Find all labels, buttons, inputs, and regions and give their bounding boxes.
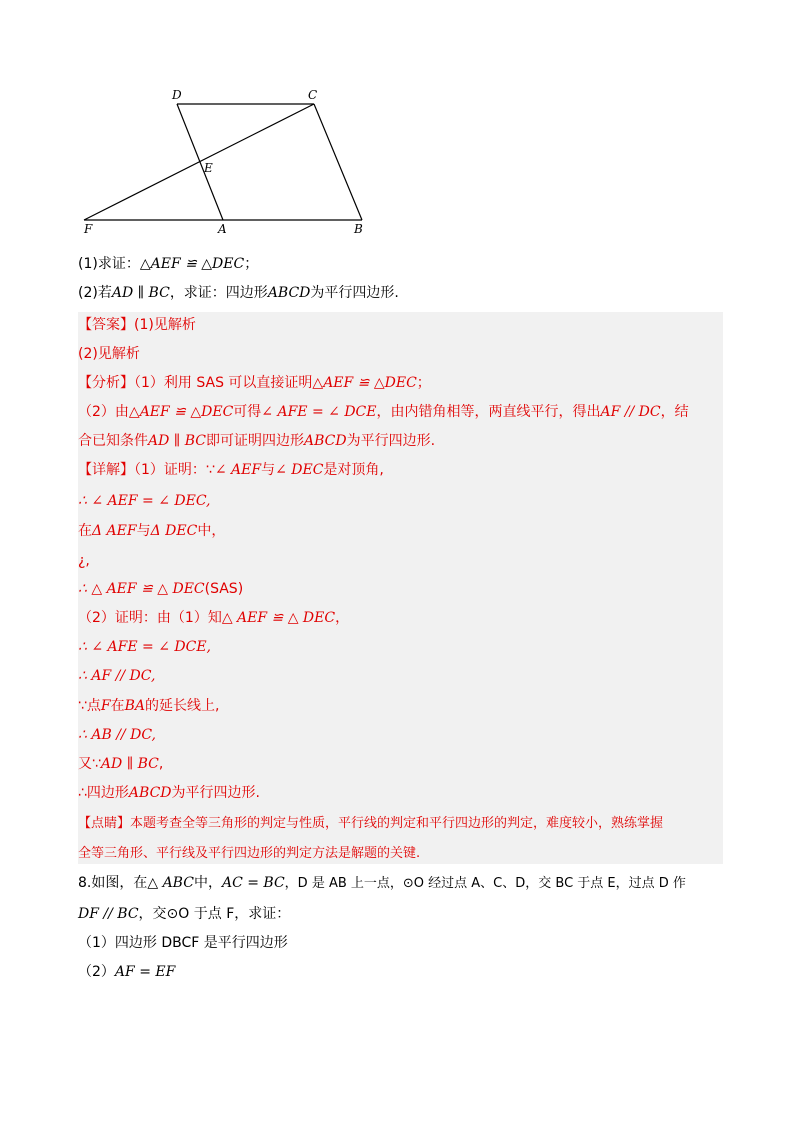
detail-line-9: ∵点F在BA的延长线上, bbox=[78, 698, 220, 714]
analysis-line-3: 合已知条件AD ∥ BC即可证明四边形ABCD为平行四边形. bbox=[78, 433, 436, 449]
point-label-d: D bbox=[172, 88, 182, 102]
detail-line-10: ∴ AB // DC, bbox=[78, 727, 156, 743]
comment-line-1: 【点睛】本题考查全等三角形的判定与性质，平行线的判定和平行四边形的判定，难度较小，熟练掌握 bbox=[78, 816, 664, 831]
detail-line-6: （2）证明：由（1）知△ AEF ≌ △ DEC， bbox=[78, 610, 350, 626]
detail-line-4: ¿, bbox=[78, 553, 90, 569]
detail-line-8: ∴ AF // DC, bbox=[78, 668, 156, 684]
detail-line-2: ∴ ∠ AEF = ∠ DEC, bbox=[78, 493, 211, 509]
segment-fc bbox=[84, 104, 314, 220]
geometry-figure bbox=[70, 82, 390, 242]
detail-line-1: 【详解】（1）证明：∵∠ AEF与∠ DEC是对顶角, bbox=[78, 462, 384, 478]
question7-part1: (1)求证：△AEF ≌ △DEC； bbox=[78, 256, 259, 272]
question8-line-2: DF // BC，交⊙O 于点 F，求证： bbox=[78, 906, 291, 922]
question8-part2: （2）AF = EF bbox=[78, 964, 176, 980]
point-label-b: B bbox=[354, 222, 363, 236]
analysis-line-1: 【分析】（1）利用 SAS 可以直接证明△AEF ≌ △DEC； bbox=[78, 375, 431, 391]
answer-line-2: (2)见解析 bbox=[78, 346, 140, 362]
point-label-f: F bbox=[84, 222, 93, 236]
analysis-line-2: （2）由△AEF ≌ △DEC可得∠ AFE = ∠ DCE，由内错角相等，两直线平行，得出AF // DC，结 bbox=[78, 404, 689, 420]
detail-line-12: ∴四边形ABCD为平行四边形. bbox=[78, 785, 260, 801]
question8-part1: （1）四边形 DBCF 是平行四边形 bbox=[78, 935, 288, 951]
answer-line-1: 【答案】(1)见解析 bbox=[78, 317, 196, 333]
point-label-a: A bbox=[218, 222, 227, 236]
question8-line-1: 8.如图，在△ ABC中，AC = BC，D 是 AB 上一点，⊙O 经过点 A、C、D，交 BC 于点 E，过点 D 作 bbox=[78, 875, 686, 891]
detail-line-7: ∴ ∠ AFE = ∠ DCE, bbox=[78, 639, 211, 655]
comment-line-2: 全等三角形、平行线及平行四边形的判定方法是解题的关键. bbox=[78, 846, 421, 861]
point-label-c: C bbox=[308, 88, 318, 102]
detail-line-5: ∴ △ AEF ≌ △ DEC(SAS) bbox=[78, 581, 244, 597]
point-label-e: E bbox=[204, 161, 213, 175]
segment-cb bbox=[314, 104, 362, 220]
detail-line-3: 在Δ AEF与Δ DEC中， bbox=[78, 523, 226, 539]
detail-line-11: 又∵AD ∥ BC, bbox=[78, 756, 164, 772]
question7-part2: (2)若AD ∥ BC，求证：四边形ABCD为平行四边形. bbox=[78, 285, 399, 301]
parallelogram-diagram bbox=[70, 82, 390, 242]
